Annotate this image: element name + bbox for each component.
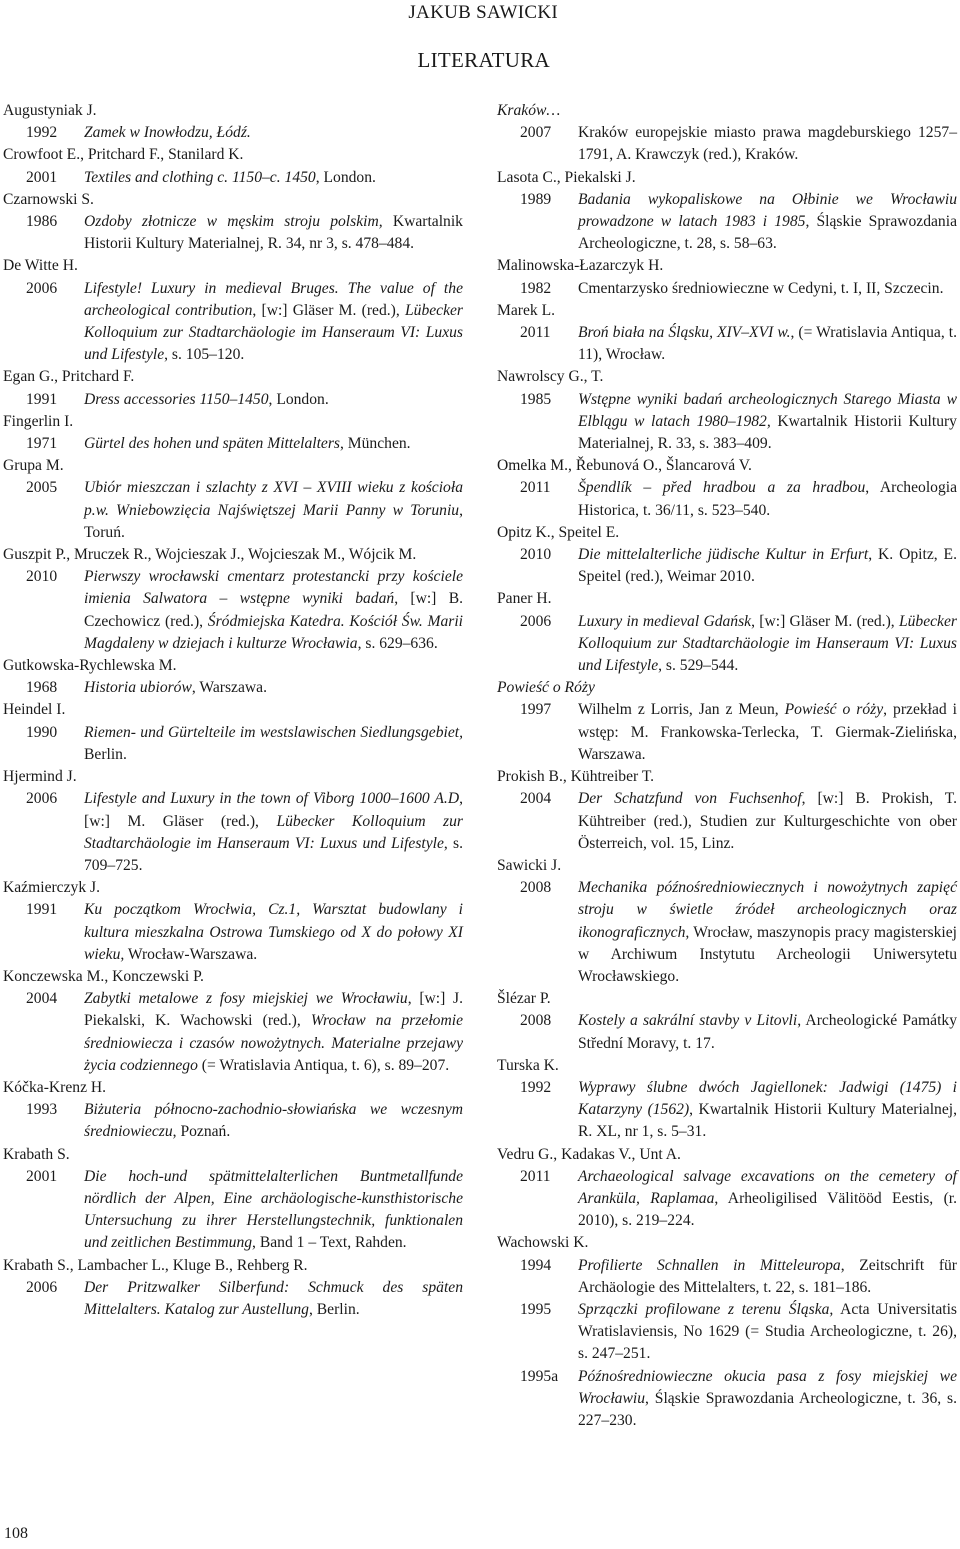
bib-title: Sprzączki profilowane z terenu Śląska,: [578, 1300, 834, 1318]
bib-entry: [497, 189, 957, 256]
bib-entry: [3, 566, 463, 655]
bib-title: Pierwszy wrocławski cmentarz protestancki przy kościele imienia Salwatora – wstępne wyniki badań: [84, 568, 463, 608]
bib-year: 1991: [26, 390, 58, 408]
bib-reference: [578, 477, 957, 521]
bib-text: , [w:] B. Prokish, T. Kühtreiber (red.), Studien zur Kulturgeschichte von ober Österreich, vol. 15, Linz.: [578, 790, 958, 852]
bib-year: 1997: [520, 701, 552, 719]
bib-year: 1989: [520, 190, 552, 208]
bib-reference: [578, 544, 957, 588]
bib-text: , s. 105–120.: [164, 346, 245, 364]
bib-text: Kwartalnik Historii Kultury Materialnej, R. 33, s. 383–409.: [578, 412, 957, 453]
bib-author: Marek L.: [497, 301, 556, 319]
bib-entry: [3, 722, 463, 766]
bib-title: Der Pritzwalker Silberfund: Schmuck des späten Mittelalters. Katalog zur Austellung: [84, 1278, 463, 1318]
bib-title: Die mittelalterliche jüdische Kultur in Erfurt: [578, 546, 869, 564]
bib-text: , Archeologické Památky Střední Moravy, t. 17.: [578, 1012, 957, 1052]
bib-author: Paner H.: [497, 590, 552, 608]
bib-author: Czarnowski S.: [3, 190, 94, 208]
bib-author: De Witte H.: [3, 257, 78, 275]
bib-title: Wrocław na przełomie średniowiecza i czasów nowożytnych. Materialne przejawy życia codziennego: [84, 1012, 463, 1074]
bib-year: 1990: [26, 723, 58, 741]
bib-year: 1982: [520, 279, 552, 297]
bib-title: Lübecker Kolloquium zur Stadtarchäologie im Hanseraum VI: Luxus und Lifestyle: [84, 812, 463, 852]
bib-entry: [3, 389, 463, 411]
bib-reference: [84, 722, 463, 766]
bib-year: 2010: [26, 568, 58, 586]
bib-entry: [3, 1099, 463, 1143]
bib-reference: [578, 122, 957, 166]
bib-entry: [3, 1277, 463, 1321]
bib-reference: [578, 278, 957, 300]
bib-entry: [3, 788, 463, 877]
bibliography-right-column: [497, 100, 957, 1432]
bib-entry: [3, 278, 463, 367]
bib-text: , London.: [315, 168, 376, 186]
bib-author: Nawrolscy G., T.: [497, 368, 604, 386]
bib-year: 2006: [520, 612, 552, 630]
bib-title: Zamek w Inowłodzu, Łódź.: [84, 124, 251, 142]
bib-title: Lifestyle and Luxury in the town of Viborg 1000–1600 A.D: [84, 790, 460, 808]
bib-year: 1993: [26, 1101, 58, 1119]
bib-text: , Toruń.: [84, 501, 463, 541]
bib-author: Heindel I.: [3, 701, 66, 719]
bib-reference: [578, 1299, 957, 1366]
bib-title: Lübecker Kolloquium zur Stadtarchäologie im Hanseraum VI: Luxus und Lifestyle: [84, 301, 463, 364]
bib-author: Lasota C., Piekalski J.: [497, 168, 636, 186]
bib-reference: [84, 278, 463, 367]
bib-title: Gürtel des hohen und späten Mittelalters: [84, 435, 340, 453]
bib-reference: [84, 167, 463, 189]
bib-text: Wrocław, maszynopis pracy magisterskiej w Archiwum Instytutu Archeologii Uniwersytetu Wrocławskiego.: [578, 923, 957, 985]
bib-author: Opitz K., Speitel E.: [497, 523, 620, 541]
bib-text: , Warszawa.: [191, 679, 267, 697]
bib-title: Wstępne wyniki badań archeologicznych Starego Miasta w Elblągu w latach 1980–1982,: [578, 390, 957, 430]
bib-reference: [578, 1077, 957, 1144]
bib-entry: [497, 1010, 957, 1054]
bib-text: , (= Wratislavia Antiqua, t. 11), Wrocław.: [578, 324, 957, 364]
bib-year: 1986: [26, 213, 58, 231]
bib-author: Šlézar P.: [497, 990, 551, 1008]
bibliography-left-column: [3, 100, 463, 1321]
bib-entry: [497, 1255, 957, 1299]
bib-author: Malinowska-Łazarczyk H.: [497, 257, 664, 275]
bib-reference: [84, 433, 463, 455]
bib-year: 2007: [520, 124, 552, 142]
bib-entry: [497, 788, 957, 855]
bib-entry: [497, 122, 957, 166]
bib-text: , [w:] M. Gläser (red.),: [84, 790, 463, 830]
bib-text: , [w:] Gläser M. (red.),: [751, 612, 899, 630]
bib-author: Crowfoot E., Pritchard F., Stanilard K.: [3, 146, 244, 164]
bib-text: Acta Universitatis Wratislaviensis, No 1629 (= Studia Archeologiczne, t. 26), s. 247–251.: [578, 1300, 957, 1363]
bib-year: 1995: [520, 1300, 552, 1318]
bib-author: Krabath S.: [3, 1145, 70, 1163]
bib-entry: [3, 211, 463, 255]
bib-author: Grupa M.: [3, 457, 64, 475]
bib-text: Kraków europejskie miasto prawa magdeburskiego 1257–1791, A. Krawczyk (red.), Kraków.: [578, 124, 957, 164]
bib-year: 1971: [26, 435, 58, 453]
bib-reference: [84, 788, 463, 877]
bib-author: Gutkowska-Rychlewska M.: [3, 657, 177, 675]
bib-title: Kostely a sakrální stavby v Litovli: [578, 1012, 798, 1030]
bib-text: , Band 1 – Text, Rahden.: [252, 1234, 407, 1252]
bib-reference: [84, 389, 463, 411]
bib-text: , [w:] Gläser M. (red.),: [252, 301, 405, 319]
bib-entry: [3, 1166, 463, 1255]
bib-reference: [84, 899, 463, 966]
bib-reference: [578, 699, 957, 766]
bib-author: Powieść o Róży: [497, 679, 595, 697]
bib-year: 1985: [520, 390, 552, 408]
bib-text: , Zeitschrift für Archäologie des Mittelalters, t. 22, s. 181–186.: [578, 1256, 957, 1296]
bib-reference: [84, 211, 463, 255]
bib-text: , Śląskie Sprawozdania Archeologiczne, t. 36, s. 227–230.: [578, 1389, 957, 1429]
bib-title: Późnośredniowieczne okucia pasa z fosy miejskiej we Wrocławiu: [578, 1367, 957, 1407]
bib-entry: [497, 322, 957, 366]
bib-title: Lübecker Kolloquium zur Stadtarchäologie im Hanseraum VI: Luxus und Lifestyle: [578, 612, 957, 675]
bib-year: 1992: [26, 124, 58, 142]
bib-author: Kóčka-Krenz H.: [3, 1078, 107, 1096]
bib-entry: [497, 611, 957, 678]
bib-reference: [578, 1366, 957, 1433]
bib-year: 2006: [26, 279, 58, 297]
bib-reference: [84, 677, 463, 699]
bib-reference: [84, 1099, 463, 1143]
bib-title: Mechanika późnośredniowiecznych i nowożytnych zapięć stroju w świetle źródeł archeologicznych oraz ikonograficznych,: [578, 879, 957, 941]
bib-reference: [578, 1010, 957, 1054]
bib-year: 2004: [520, 790, 552, 808]
bib-title: Wyprawy ślubne dwóch Jagiellonek: Jadwigi (1475) i Katarzyny (1562): [578, 1078, 957, 1119]
bib-text: , München.: [339, 435, 411, 453]
bib-reference: [84, 122, 463, 144]
bib-entry: [3, 433, 463, 455]
bib-entry: [497, 877, 957, 988]
bib-title: Historia ubiorów: [84, 679, 192, 697]
bib-title: Profilierte Schnallen in Mitteleuropa: [578, 1256, 841, 1274]
bib-reference: [578, 1166, 957, 1233]
bib-entry: [497, 544, 957, 588]
bib-text: Cmentarzysko średniowieczne w Cedyni, t. I, II, Szczecin.: [578, 279, 944, 297]
running-head: JAKUB SAWICKI: [408, 2, 558, 23]
bib-year: 2008: [520, 879, 552, 897]
bib-entry: [497, 278, 957, 300]
bib-text: , s. 709–725.: [84, 834, 464, 874]
bib-author: Egan G., Pritchard F.: [3, 368, 135, 386]
bib-text: , Berlin.: [308, 1300, 360, 1318]
bib-reference: [578, 389, 957, 456]
bib-text: , [w:] J. Piekalski, K. Wachowski (red.),: [84, 990, 463, 1030]
bib-author: Kraków…: [497, 102, 561, 119]
bib-title: Dress accessories 1150–1450: [84, 390, 269, 408]
bib-title: Der Schatzfund von Fuchsenhof: [578, 790, 802, 808]
bib-year: 2011: [520, 1167, 551, 1185]
bib-year: 1992: [520, 1078, 552, 1096]
bib-entry: [497, 1166, 957, 1233]
bib-author: Sawicki J.: [497, 856, 562, 874]
bib-reference: [84, 1166, 463, 1255]
bib-year: 1995a: [520, 1367, 559, 1385]
bib-title: Śródmiejska Katedra. Kościół Św. Marii Magdaleny w dziejach i kulturze Wrocławia: [84, 612, 463, 652]
bib-author: Hjermind J.: [3, 768, 77, 786]
bib-reference: [84, 566, 463, 655]
bib-title: Badania wykopaliskowe na Ołbinie we Wrocławiu prowadzone w latach 1983 i 1985: [578, 190, 957, 231]
bib-author: Wachowski K.: [497, 1234, 589, 1252]
bib-text: Berlin.: [84, 745, 127, 763]
bib-author: Vedru G., Kadakas V., Unt A.: [497, 1145, 681, 1163]
bib-title: Textiles and clothing c. 1150–c. 1450: [84, 168, 316, 186]
bib-author: Kaźmierczyk J.: [3, 879, 100, 897]
bib-title: Die hoch-und spätmittelalterlichen Buntmetallfunde nördlich der Alpen, Eine archäologische-kunsthistorische Untersuchung zu ihrer Herstellungstechnik, funktionalen und zeitlichen Bestimmung: [84, 1167, 463, 1252]
bib-entry: [3, 122, 463, 144]
bib-entry: [497, 699, 957, 766]
bib-author: Fingerlin I.: [3, 412, 74, 430]
bib-reference: [578, 877, 957, 988]
bib-reference: [578, 611, 957, 678]
bib-text: , przekład i wstęp: M. Frankowska-Terlecka, T. Giermak-Zielińska, Warszawa.: [578, 701, 958, 763]
bib-title: Špendlík – před hradbou a za hradbou: [578, 479, 866, 497]
bib-text: , Poznań.: [172, 1123, 231, 1141]
bib-reference: [578, 322, 957, 366]
bib-entry: [497, 1299, 957, 1366]
bib-author: Turska K.: [497, 1056, 559, 1074]
bib-reference: [578, 1255, 957, 1299]
page-number: 108: [4, 1525, 28, 1542]
bib-year: 2010: [520, 546, 552, 564]
bib-entry: [497, 1366, 957, 1433]
bib-entry: [497, 389, 957, 456]
bib-text: Wrocław-Warszawa.: [124, 945, 258, 963]
bib-text: Kwartalnik Historii Kultury Materialnej, R. 34, nr 3, s. 478–484.: [84, 213, 463, 253]
bib-year: 2011: [520, 479, 551, 497]
bib-reference: [84, 477, 463, 544]
bib-year: 2005: [26, 479, 58, 497]
bib-year: 2001: [26, 168, 58, 186]
bib-text: , K. Opitz, E. Speitel (red.), Weimar 2010.: [578, 546, 957, 586]
bib-year: 2006: [26, 1278, 58, 1296]
bib-text: , Archeologia Historica, t. 36/11, s. 523–540.: [578, 479, 957, 519]
bib-text: (= Wratislavia Antiqua, t. 6), s. 89–207.: [197, 1056, 450, 1074]
bib-title: Powieść o róży: [784, 701, 884, 719]
bib-reference: [84, 988, 463, 1077]
bib-title: Luxury in medieval Gdańsk: [578, 612, 752, 630]
bib-text: , Śląskie Sprawozdania Archeologiczne, t. 28, s. 58–63.: [578, 213, 957, 253]
bib-reference: [578, 189, 957, 256]
bib-reference: [84, 1277, 463, 1321]
bib-author: Prokish B., Kühtreiber T.: [497, 768, 655, 786]
bib-title: Lifestyle! Luxury in medieval Bruges. The value of the archeological contribution: [84, 279, 463, 319]
bib-reference: [578, 788, 957, 855]
bib-entry: [3, 167, 463, 189]
bib-entry: [497, 1077, 957, 1144]
bib-title: Ubiór mieszczan i szlachty z XVI – XVIII wieku z kościoła p.w. Wniebowzięcia Najświętszej Marii Panny w Toruniu: [84, 479, 463, 519]
bib-year: 1991: [26, 901, 58, 919]
bib-entry: [3, 988, 463, 1077]
bib-title: Archaeological salvage excavations on the cemetery of Aranküla, Raplamaa: [578, 1167, 957, 1207]
bib-author: Augustyniak J.: [3, 102, 97, 119]
bib-text: , s. 529–544.: [658, 657, 739, 675]
bib-title: Biżuteria północno-zachodnio-słowiańska we wczesnym średniowieczu: [84, 1101, 463, 1141]
bib-author: Krabath S., Lambacher L., Kluge B., Rehberg R.: [3, 1256, 308, 1274]
bib-year: 1968: [26, 679, 58, 697]
bib-author: Guszpit P., Mruczek R., Wojcieszak J., Wojcieszak M., Wójcik M.: [3, 546, 417, 564]
bib-author: Konczewska M., Konczewski P.: [3, 967, 204, 985]
bib-year: 2006: [26, 790, 58, 808]
bib-text: , London.: [268, 390, 329, 408]
bib-year: 2011: [520, 324, 551, 342]
bib-year: 1994: [520, 1256, 552, 1274]
bib-title: Zabytki metalowe z fosy miejskiej we Wrocławiu: [84, 990, 408, 1008]
bib-year: 2008: [520, 1012, 552, 1030]
bib-entry: [3, 899, 463, 966]
bib-author: Omelka M., Řebunová O., Šlancarová V.: [497, 457, 752, 475]
bib-text: , [w:] B. Czechowicz (red.),: [84, 590, 463, 630]
bib-entry: [3, 677, 463, 699]
bib-title: Ku początkom Wrocłwia, Cz.1, Warsztat budowlany i kultura mieszkalna Ostrowa Tumskiego od X do połowy XI wieku,: [84, 901, 463, 963]
bib-text: , Arheoligilised Välitööd Eestis, (r. 2010), s. 219–224.: [578, 1189, 957, 1230]
bib-year: 2001: [26, 1167, 58, 1185]
bib-title: Broń biała na Śląsku, XIV–XVI w.: [578, 324, 791, 342]
bib-entry: [497, 477, 957, 521]
bib-text: , s. 629–636.: [357, 634, 438, 652]
bib-text: , Kwartalnik Historii Kultury Materialnej, R. XL, nr 1, s. 5–31.: [578, 1101, 957, 1141]
section-title: LITERATURA: [417, 48, 550, 72]
bib-text: Wilhelm z Lorris, Jan z Meun,: [578, 701, 785, 719]
bib-title: Riemen- und Gürtelteile im westslawischen Siedlungsgebiet,: [84, 723, 463, 741]
bib-year: 2004: [26, 990, 58, 1008]
bib-title: Ozdoby złotnicze w męskim stroju polskim,: [84, 213, 383, 231]
bib-entry: [3, 477, 463, 544]
